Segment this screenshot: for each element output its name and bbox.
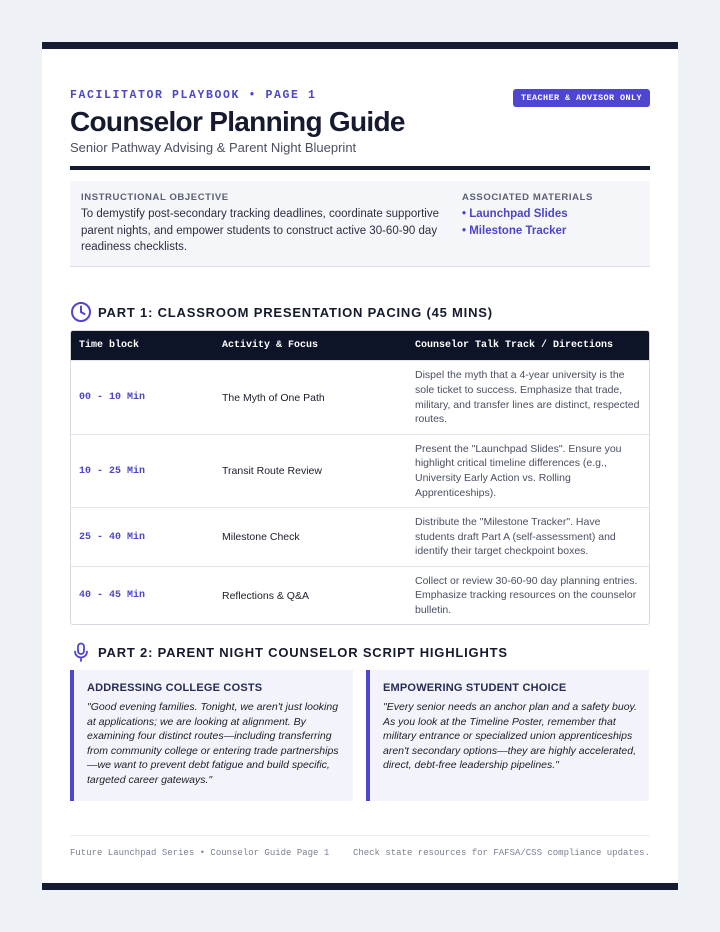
directions-cell: Dispel the myth that a 4-year university is the sole ticket to success. Emphasize that trade, military, and transfer lines are distinct, respected routes. — [415, 369, 640, 426]
directions-cell: Collect or review 30-60-90 day planning entries. Emphasize tracking resources on the counselor bulletin. — [415, 574, 638, 616]
microphone-icon — [70, 641, 92, 663]
activity-cell: The Myth of One Path — [222, 391, 325, 404]
title-divider — [70, 166, 650, 170]
script-cards — [70, 670, 650, 801]
time-cell: 25 - 40 Min — [79, 531, 146, 543]
page-title: Counselor Planning Guide — [70, 106, 405, 137]
card-quote: "Every senior needs an anchor plan and a safety buoy. As you look at the Timeline Poster, remember that military entrance or specialized union apprenticeships aren't secondary options—they are highly accelerated, direct, debt-free leadership pipelines." — [383, 701, 637, 772]
footer-series: Future Launchpad Series • Counselor Guide Page 1 — [70, 848, 330, 858]
column-header-time: Time block — [79, 340, 140, 351]
objective-panel — [70, 181, 650, 267]
script-card-costs — [70, 670, 353, 801]
directions-cell: Present the "Launchpad Slides". Ensure you highlight critical timeline differences (e.g., University Early Action vs. Rolling Apprenticeships). — [415, 442, 622, 499]
activity-cell: Milestone Check — [222, 531, 300, 543]
materials-list — [462, 206, 642, 239]
column-header-activity: Activity & Focus — [222, 340, 319, 351]
eyebrow-label: FACILITATOR PLAYBOOK • PAGE 1 — [70, 89, 317, 102]
footer-divider — [70, 835, 650, 836]
materials-block — [462, 192, 642, 239]
table-row — [71, 434, 649, 507]
part1-heading — [70, 301, 493, 323]
document-page — [42, 42, 678, 890]
script-card-choice — [366, 670, 649, 801]
time-cell: 40 - 45 Min — [79, 590, 146, 601]
activity-cell: Reflections & Q&A — [222, 589, 309, 602]
card-title: ADDRESSING COLLEGE COSTS — [87, 682, 263, 694]
part2-title: PART 2: PARENT NIGHT COUNSELOR SCRIPT HIGHLIGHTS — [98, 644, 508, 660]
pacing-table — [70, 330, 650, 625]
materials-label: ASSOCIATED MATERIALS — [462, 192, 593, 203]
card-quote: "Good evening families. Tonight, we aren't just looking at applications; we are looking at alignment. By examining four distinct routes—including transferring from community college or entering trade partnerships—we want to prevent debt fatigue and build specific, targeted career gateways." — [87, 701, 339, 786]
objective-label: INSTRUCTIONAL OBJECTIVE — [81, 192, 229, 203]
part1-title: PART 1: CLASSROOM PRESENTATION PACING (45 MINS) — [98, 304, 493, 320]
audience-badge: TEACHER & ADVISOR ONLY — [513, 89, 650, 107]
time-cell: 00 - 10 Min — [79, 392, 146, 403]
column-header-directions: Counselor Talk Track / Directions — [415, 340, 614, 351]
time-cell: 10 - 25 Min — [79, 465, 146, 477]
objective-text: To demystify post-secondary tracking deadlines, coordinate supportive parent nights, and empower students to construct active 30-60-90 day readiness checklists. — [81, 208, 439, 253]
directions-cell: Distribute the "Milestone Tracker". Have students draft Part A (self-assessment) and identify their target checkpoint boxes. — [415, 516, 616, 558]
footer-note: Check state resources for FAFSA/CSS compliance updates. — [352, 848, 650, 858]
part2-heading — [70, 641, 508, 663]
card-title: EMPOWERING STUDENT CHOICE — [383, 682, 567, 694]
page-subtitle: Senior Pathway Advising & Parent Night Blueprint — [70, 140, 357, 155]
table-header — [71, 331, 649, 360]
material-milestone-tracker[interactable]: • Milestone Tracker — [462, 224, 567, 237]
clock-icon — [70, 301, 92, 323]
material-launchpad-slides[interactable]: • Launchpad Slides — [462, 208, 568, 220]
objective-block — [81, 192, 451, 256]
table-row — [71, 507, 649, 566]
table-row — [71, 566, 649, 624]
table-row — [71, 360, 649, 434]
activity-cell: Transit Route Review — [222, 465, 322, 477]
